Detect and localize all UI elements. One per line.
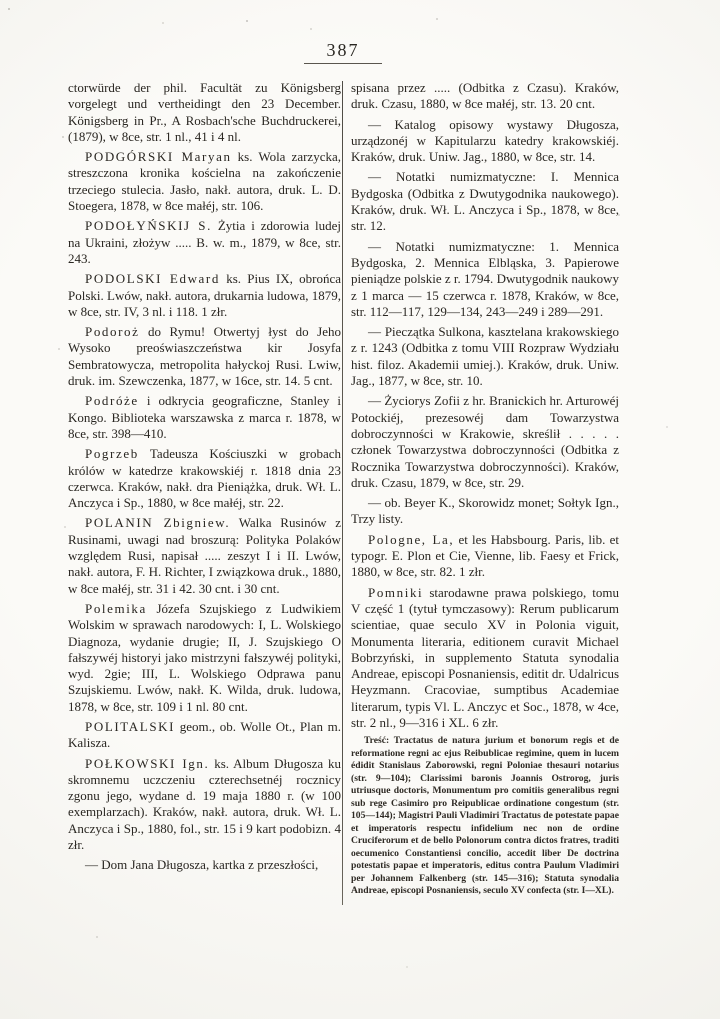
bibliography-entry bbox=[351, 324, 619, 389]
entry-body: ks. Wola zarzycka, streszczona kronika kościelna na zakończenie trzeciego stulecia. Jasło, nakł. autora, druk. L. D. Stoegera, 1878, w 8ce małéj, str. 106. bbox=[68, 149, 341, 214]
entry-contents-note: Treść: Tractatus de natura jurium et bonorum regis et de reformatione regni ac ejus Reibublicae regimine, quem in lucem édidit Stanislaus Zaborowski, regni Poloniae thesauri notarius (str. 9—104); Clarissimi baronis Joannis Ostrorog, juris utriusque doctoris, Monumentum pro comitiis generalibus regni sub rege Casimiro pro Reipublicae ordinatione congestum (str. 105—144); Magistri Pauli Vladimiri Tractatus de potestate papae et imperatoris respectu infidelium nec non de ordine Cruciferorum et de bello Polonorum contra dictos fratres, traditi oecumenico Constantiensi concilio, accedit liber De doctrina potestatis papae et imperatoris, editus contra Paulum Vladimiri per Johannem Falkenberg (str. 145—316); Statuta synodalia Andreae, episcopi Posnaniensis, seculo XV confecta (str. I—XL). bbox=[351, 735, 619, 897]
entry-body: geom., ob. Wolle Ot., Plan m. Kalisza. bbox=[68, 718, 342, 751]
left-column bbox=[68, 80, 341, 878]
entry-body: Tadeusza Kościuszki w grobach królów w katedrze krakowskiéj r. 1818 dnia 23 czerwca. Kraków, nakł. dra Pieniążka, druk. Wł. L. Anczyca i Sp., 1880, w 8ce małéj, str. 22. bbox=[68, 446, 342, 511]
bibliography-entry bbox=[68, 218, 341, 267]
entry-body: ks. Pius IX, obrońca Polski. Lwów, nakł. autora, drukarnia ludowa, 1879, w 8ce, str. IV, 3 nl. i 118. 1 złr. bbox=[68, 271, 342, 319]
right-column bbox=[351, 80, 619, 898]
bibliography-entry bbox=[68, 271, 341, 320]
entry-body: — ob. Beyer K., Skorowidz monet; Sołtyk Ign., Trzy listy. bbox=[351, 495, 619, 527]
entry-body: spisana przez ..... (Odbitka z Czasu). Kraków, druk. Czasu, 1880, w 8ce małéj, str. 13. 20 cnt. bbox=[351, 80, 619, 112]
bibliography-entry bbox=[68, 857, 341, 873]
bibliography-entry bbox=[351, 393, 619, 491]
bibliography-entry bbox=[351, 532, 619, 581]
bibliography-entry bbox=[351, 169, 619, 234]
entry-body: Józefa Szujskiego z Ludwikiem Wolskim w sprawach narodowych: I, L. Wolskiego Diagnoza, wydanie drugie; II, J. Szujskiego O fałszywéj historyi jako mistrzyni fałszywéj polityki, wyd. 2gie; III, L. Wolskiego Odprawa panu Szujskiemu. Lwów, nakł. K. Wilda, druk. ludowa, 1878, w 8ce, str. 109 i 1 nl. 80 cnt. bbox=[68, 600, 341, 714]
entry-body: Żytia i zdorowia ludej na Ukraini, złożyw ..... B. w. m., 1879, w 8ce, str. 243. bbox=[68, 218, 341, 266]
bibliography-entry bbox=[68, 324, 341, 389]
entry-body: — Pieczątka Sulkona, kasztelana krakowskiego z r. 1243 (Odbitka z tomu VIII Rozpraw Wydziału hist. filoz. Akademii umiej.). Kraków, druk. Uniw. Jag., 1877, w 8ce, str. 10. bbox=[351, 324, 619, 389]
entry-body: starodawne prawa polskiego, tomu V część 1 (tytuł tymczasowy): Rerum publicarum scientiae, quae seculo XV in Polonia viguit, Monumenta literaria, editionem curavit Michael Bobrzyński, in supplemento Statuta synodalia Andreae, episcopi Posnaniensis, editit dr. Udalricus Heyzmann. Cracoviae, sumptibus Academiae literarum, typis Vl. L. Anczyc et Soc., 1878, w 4ce, str. 2 nl., 9—316 i XL. 6 złr. bbox=[351, 584, 619, 730]
column-divider-rule bbox=[342, 81, 343, 905]
entry-body: — Notatki numizmatyczne: 1. Mennica Bydgoska, 2. Mennica Elbląska, 3. Papierowe pieniądze polskie z r. 1794. Dwutygodnik naukowy z 1 marca — 15 czerwca r. 1878, Kraków, w 8ce, str. 112—117, 129—134, 243—249 i 289—291. bbox=[351, 238, 619, 319]
bibliography-entry bbox=[351, 495, 619, 528]
bibliography-entry bbox=[68, 446, 341, 511]
entry-author: POLANIN Zbigniew. bbox=[85, 515, 231, 531]
entry-body: — Dom Jana Długosza, kartka z przeszłości, bbox=[85, 857, 319, 873]
entry-body: ks. Album Długosza ku skromnemu uczczeniu czterechsetnéj rocznicy zgonu jego, wydane d. 19 maja 1880 r. (w 100 exemplarzach). Kraków, nakł. autora, druk. Wł. L. Anczyca i Sp., 1880, fol., str. 15 i 9 kart podobizn. 4 złr. bbox=[68, 755, 341, 853]
entry-title: Podoroż bbox=[85, 324, 140, 340]
entry-author: PODOLSKI Edward bbox=[85, 271, 220, 287]
bibliography-entry bbox=[351, 585, 619, 732]
bibliography-entry bbox=[68, 719, 341, 752]
page-number: 387 bbox=[304, 40, 382, 64]
entry-body: do Rymu! Otwertyj łyst do Jeho Wysoko preoświaszczeństwa kir Josyfa Sembratowycza, metropolita hałyckoj Rusi. Lwiw, druk. im. Szewczenka, 1877, w 16ce, str. 14. 5 cnt. bbox=[68, 324, 341, 389]
entry-author: POŁKOWSKI Ign. bbox=[85, 755, 210, 771]
entry-body: ctorwürde der phil. Facultät zu Königsberg vorgelegt und vertheidingt den 23 December. Königsberg in Pr., A Rosbach'sche Buchdruckerei, (1879), w 8ce, str. 1 nl., 41 i 4 nl. bbox=[68, 80, 341, 144]
bibliography-entry bbox=[351, 239, 619, 320]
bibliography-entry bbox=[68, 149, 341, 214]
bibliography-entry bbox=[68, 393, 341, 442]
entry-body: — Notatki numizmatyczne: I. Mennica Bydgoska (Odbitka z Dwutygodnika naukowego). Kraków, druk. Wł. L. Anczyca i Sp., 1878, w 8ce, str. 12. bbox=[351, 169, 619, 234]
bibliography-entry bbox=[351, 117, 619, 166]
entry-body: et les Habsbourg. Paris, lib. et typogr. E. Plon et Cie, Vienne, lib. Faesy et Frick, 1880, w 8ce, str. 82. 1 złr. bbox=[351, 531, 619, 580]
entry-author: PODGÓRSKI Maryan bbox=[85, 149, 232, 165]
entry-title: Pomniki bbox=[368, 584, 424, 600]
bibliography-entry bbox=[68, 756, 341, 854]
entry-author: POLITALSKI bbox=[85, 718, 176, 734]
entry-title: Pogrzeb bbox=[85, 446, 139, 462]
entry-title: Pologne, La, bbox=[368, 531, 455, 547]
entry-author: PODOŁYŃSKIJ S. bbox=[85, 218, 212, 234]
bibliography-entry bbox=[68, 601, 341, 715]
entry-body: — Życiorys Zofii z hr. Branickich hr. Arturowéj Potockiéj, prezesowéj dam Towarzystwa dobroczynności w Krakowie, skreślił . . . . . członek Towarzystwa dobroczynności (Odbitka z Rocznika Towarzystwa dobroczynności). Kraków, druk. Czasu, 1879, w 8ce, str. 29. bbox=[351, 393, 619, 490]
entry-body: — Katalog opisowy wystawy Długosza, urządzonéj w Kapitularzu katedry krakowskiéj. Kraków, druk. Uniw. Jag., 1880, w 8ce, str. 14. bbox=[351, 116, 619, 165]
entry-title: Podróże bbox=[85, 393, 139, 409]
bibliography-entry bbox=[68, 515, 341, 596]
entry-body: i odkrycia geograficzne, Stanley i Kongo. Biblioteka warszawska z marca r. 1878, w 8ce, str. 398—410. bbox=[68, 393, 341, 441]
entry-title: Polemika bbox=[85, 600, 147, 616]
bibliography-entry bbox=[68, 80, 341, 145]
bibliography-entry bbox=[351, 80, 619, 113]
scan-noise bbox=[8, 8, 10, 10]
entry-body: Walka Rusinów z Rusinami, uwagi nad broszurą: Polityka Polaków względem Rusi, napisał ..... zeszyt I i II. Lwów, nakł. autora, F. H. Richter, I związkowa druk., 1880, w 8ce małéj, str. 31 i 42. 30 cnt. i 30 cnt. bbox=[68, 515, 341, 596]
